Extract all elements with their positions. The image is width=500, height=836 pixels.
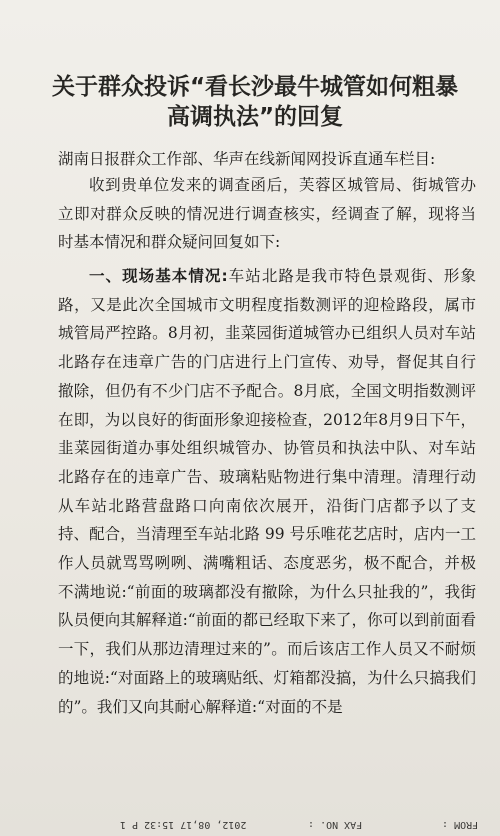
section1-paragraph [58,262,476,721]
recipient-line: 湖南日报群众工作部、华声在线新闻网投诉直通车栏目: [58,150,436,168]
section1-heading: 一、现场基本情况: [89,267,228,285]
intro-paragraph: 收到贵单位发来的调查函后，芙蓉区城管局、街城管办立即对群众反映的情况进行调查核实，经调查了解，现将当时基本情况和群众疑问回复如下: [58,176,476,252]
document-title-line1: 关于群众投诉“看长沙最牛城管如何粗暴 [51,74,459,100]
fax-number-label: FAX NO. : [308,819,363,830]
fax-timestamp: 2012, 08,17 15:32 P 1 [120,819,247,830]
fax-from-label: FROM : [442,819,479,830]
document-title-line2: 高调执法”的回复 [166,104,344,130]
section1-body: 车站北路是我市特色景观街、形象路，又是此次全国城市文明程度指数测评的迎检路段，属市城管局严控路。8月初，韭菜园街道城管办已组织人员对车站北路存在违章广告的门店进行上门宣传、劝导，督促其自行撤除，但仍有不少门店不予配合。8月底，全国文明指数测评在即，为以良好的街面形象迎接检查，2012年8月9日下午，韭菜园街道办事处组织城管办、协管员和执法中队、对车站北路存在的违章广告、玻璃粘贴物进行集中清理。清理行动从车站北路营盘路口向南依次展开，沿街门店都予以了支持、配合，当清理至车站北路 99 号乐唯花艺店时，店内一工作人员就骂骂咧咧、满嘴粗话、态度恶劣，极不配合，并极不满地说:“前面的玻璃都没有撤除，为什么只扯我的”，我街队员便向其解释道:“前面的都已经取下来了，你可以到前面看一下，我们从那边清理过来的”。而后该店工作人员又不耐烦的地说:“对面路上的玻璃贴纸、灯箱都没搞，为什么只搞我们的”。我们又向其耐心解释道:“对面的不是 [58,267,476,716]
